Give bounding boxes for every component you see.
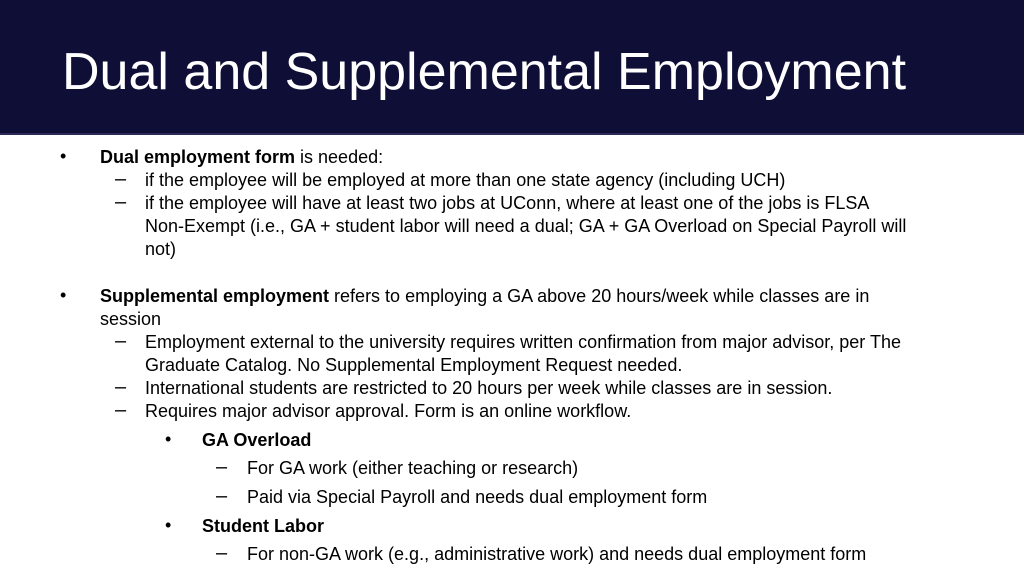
- student-labor-heading: [202, 515, 324, 538]
- dual-employment-term: Dual employment form: [100, 147, 296, 167]
- ga-overload-item-1: For GA work (either teaching or research): [247, 458, 579, 478]
- supplemental-employment-heading: [100, 285, 869, 308]
- dash-marker: –: [216, 542, 228, 564]
- dual-condition-2-line-1: if the employee will have at least two jobs at UConn, where at least one of the jobs is FLSA: [145, 193, 870, 213]
- supplemental-employment-lead: refers to employing a GA above 20 hours/week while classes are in: [329, 286, 870, 306]
- student-labor-label: Student Labor: [202, 516, 324, 536]
- bullet-marker: •: [60, 285, 67, 305]
- dash-marker: –: [115, 168, 127, 190]
- dual-employment-heading: [100, 146, 383, 169]
- supplemental-point-2: International students are restricted to 20 hours per week while classes are in session.: [145, 378, 833, 398]
- ga-overload-heading: [202, 429, 311, 452]
- dash-marker: –: [216, 456, 228, 478]
- supplemental-point-1-line-1: Employment external to the university requires written confirmation from major advisor, per The: [145, 332, 901, 352]
- bullet-marker: •: [60, 146, 67, 166]
- ga-overload-label: GA Overload: [202, 430, 312, 450]
- title-bar: [0, 0, 1024, 135]
- supplemental-point-1-line-2: Graduate Catalog. No Supplemental Employment Request needed.: [145, 355, 683, 375]
- slide-title: Dual and Supplemental Employment: [62, 43, 907, 101]
- bullet-marker: •: [165, 515, 172, 535]
- dual-condition-2-line-3: not): [145, 239, 177, 259]
- dash-marker: –: [115, 399, 127, 421]
- student-labor-item-1: For non-GA work (e.g., administrative work) and needs dual employment form: [247, 544, 867, 564]
- dual-condition-2-line-2: Non-Exempt (i.e., GA + student labor will need a dual; GA + GA Overload on Special Payroll will: [145, 216, 907, 236]
- supplemental-employment-term: Supplemental employment: [100, 286, 330, 306]
- dash-marker: –: [216, 485, 228, 507]
- ga-overload-item-2: Paid via Special Payroll and needs dual employment form: [247, 487, 708, 507]
- bullet-marker: •: [165, 429, 172, 449]
- dual-condition-1: if the employee will be employed at more than one state agency (including UCH): [145, 170, 786, 190]
- dash-marker: –: [115, 376, 127, 398]
- supplemental-employment-lead-cont: session: [100, 309, 162, 329]
- supplemental-point-3: Requires major advisor approval. Form is an online workflow.: [145, 401, 632, 421]
- dash-marker: –: [115, 191, 127, 213]
- dual-employment-lead: is needed:: [295, 147, 384, 167]
- dash-marker: –: [115, 330, 127, 352]
